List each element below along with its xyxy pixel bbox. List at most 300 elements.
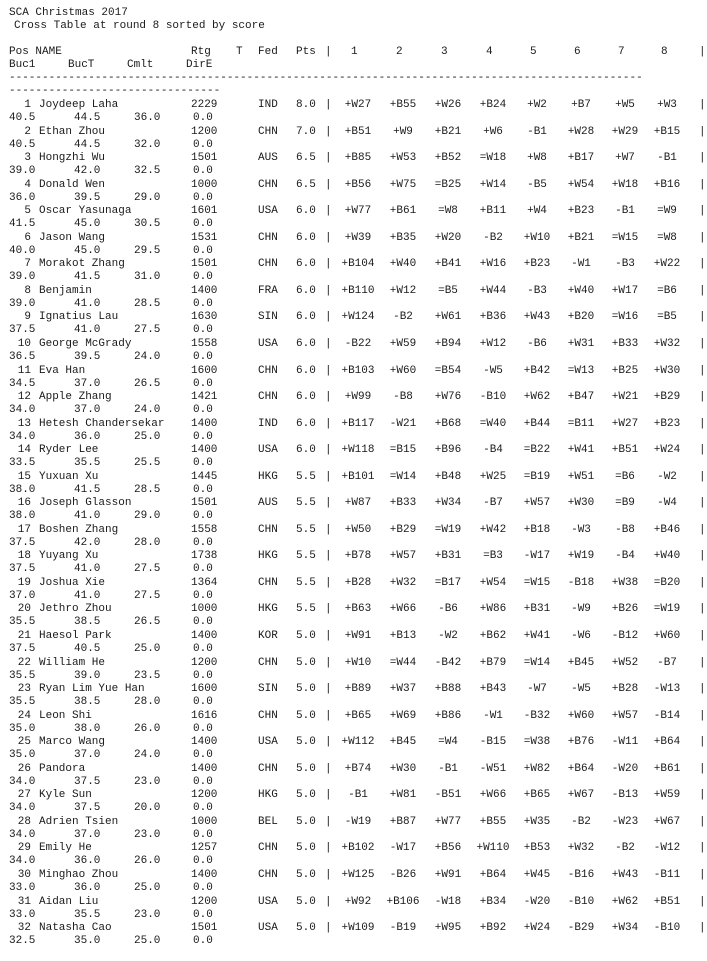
round-result: +B79 — [479, 656, 507, 669]
player-cmlt: 26.0 — [134, 855, 161, 868]
round-result: +B29 — [389, 523, 417, 536]
table-row — [0, 471, 707, 498]
round-result: +W31 — [567, 337, 595, 350]
row-separator: | — [325, 842, 332, 855]
round-result: +B96 — [434, 444, 462, 457]
round-result: +W95 — [434, 922, 462, 935]
round-result: +W4 — [527, 205, 547, 218]
header-round-5: 5 — [530, 46, 537, 58]
round-result: -B11 — [653, 868, 681, 881]
player-rating: 1600 — [191, 683, 218, 696]
header-bar-end: | — [699, 46, 706, 58]
header-bar: | — [325, 46, 332, 58]
player-name: Kyle Sun — [39, 789, 92, 802]
player-buct: 38.0 — [74, 722, 101, 735]
player-rating: 1364 — [191, 576, 218, 589]
round-result: +B64 — [479, 868, 507, 881]
row-separator: | — [325, 284, 332, 297]
row-separator: | — [325, 311, 332, 324]
player-buct: 37.5 — [74, 802, 101, 815]
page-title: SCA Christmas 2017 — [9, 7, 128, 19]
player-buc1: 36.5 — [9, 350, 36, 363]
row-separator: | — [325, 337, 332, 350]
round-result: +B87 — [389, 815, 417, 828]
player-buc1: 37.5 — [9, 643, 36, 655]
player-cmlt: 28.5 — [134, 297, 161, 310]
round-result: =B19 — [523, 470, 551, 483]
page-subtitle: Cross Table at round 8 sorted by score — [14, 20, 265, 32]
row-separator: | — [325, 523, 332, 536]
player-federation: IND — [258, 417, 278, 430]
round-result: +W99 — [344, 391, 372, 404]
round-result: +B13 — [389, 630, 417, 642]
round-result: +W10 — [523, 231, 551, 244]
player-buc1: 34.0 — [9, 802, 36, 815]
player-name: Pandora — [39, 762, 86, 775]
round-result: +W9 — [393, 125, 413, 138]
player-name: Jason Wang — [39, 231, 106, 244]
player-cmlt: 27.5 — [134, 563, 161, 576]
round-result: +W39 — [344, 231, 372, 244]
player-buc1: 38.0 — [9, 483, 36, 496]
round-result: +B36 — [479, 311, 507, 324]
round-result: +W91 — [434, 868, 462, 881]
round-result: +W17 — [611, 284, 639, 297]
player-buc1: 34.0 — [9, 775, 36, 788]
header-round-7: 7 — [618, 46, 625, 58]
round-result: =W14 — [389, 470, 417, 483]
player-points: 8.0 — [296, 99, 316, 111]
header-t: T — [236, 46, 243, 58]
round-result: +W35 — [523, 815, 551, 828]
header-round-8: 8 — [661, 46, 668, 58]
round-result: -B2 — [571, 815, 591, 828]
round-result: +W29 — [611, 125, 639, 138]
round-result: -W21 — [389, 417, 417, 430]
player-buct: 45.0 — [74, 244, 101, 257]
player-rating: 1400 — [191, 417, 218, 430]
player-dire: 0.0 — [193, 696, 213, 709]
player-federation: HKG — [258, 789, 278, 802]
player-rating: 1000 — [191, 603, 218, 616]
player-rating: 1200 — [191, 125, 218, 138]
round-result: -B13 — [611, 789, 639, 802]
header-pos-name: Pos NAME — [9, 46, 62, 58]
player-federation: SIN — [258, 683, 278, 696]
player-dire: 0.0 — [193, 138, 213, 151]
player-dire: 0.0 — [193, 643, 213, 655]
row-separator-end: | — [699, 99, 706, 111]
round-result: +W44 — [479, 284, 507, 297]
round-result: -W11 — [611, 736, 639, 749]
round-result: -B10 — [653, 922, 681, 935]
player-federation: AUS — [258, 497, 278, 510]
table-row — [0, 391, 707, 418]
player-buct: 36.0 — [74, 430, 101, 443]
player-federation: USA — [258, 895, 278, 908]
round-result: -W23 — [611, 815, 639, 828]
table-row — [0, 444, 707, 471]
player-buc1: 34.0 — [9, 430, 36, 443]
player-buct: 36.0 — [74, 881, 101, 894]
player-dire: 0.0 — [193, 112, 213, 124]
round-result: +W18 — [611, 178, 639, 191]
player-dire: 0.0 — [193, 589, 213, 602]
player-points: 5.0 — [296, 842, 316, 855]
round-result: -W20 — [523, 895, 551, 908]
table-row — [0, 789, 707, 816]
row-separator-end: | — [699, 152, 706, 165]
round-result: +W69 — [389, 709, 417, 722]
player-buc1: 37.5 — [9, 536, 36, 549]
player-federation: CHN — [258, 709, 278, 722]
table-row — [0, 710, 707, 737]
row-separator-end: | — [699, 444, 706, 457]
round-result: +W57 — [611, 709, 639, 722]
player-federation: IND — [258, 99, 278, 111]
row-separator: | — [325, 231, 332, 244]
round-result: -W1 — [483, 709, 503, 722]
player-rating: 1558 — [191, 523, 218, 536]
row-separator-end: | — [699, 284, 706, 297]
round-result: -B6 — [527, 337, 547, 350]
player-federation: HKG — [258, 470, 278, 483]
round-result: +W28 — [567, 125, 595, 138]
round-result: -W1 — [571, 258, 591, 271]
table-row — [0, 258, 707, 285]
player-buct: 37.0 — [74, 404, 101, 417]
round-result: +B106 — [386, 895, 420, 908]
row-separator-end: | — [699, 683, 706, 696]
round-result: =B54 — [434, 364, 462, 377]
round-result: -B1 — [657, 152, 677, 165]
row-separator: | — [325, 470, 332, 483]
round-result: +W41 — [567, 444, 595, 457]
round-result: +W12 — [479, 337, 507, 350]
round-result: +B43 — [479, 683, 507, 696]
player-pos: 32 — [17, 922, 31, 935]
player-cmlt: 20.0 — [134, 802, 161, 815]
player-points: 5.5 — [296, 550, 316, 563]
round-result: +B64 — [567, 762, 595, 775]
player-federation: CHN — [258, 576, 278, 589]
player-dire: 0.0 — [193, 749, 213, 762]
round-result: +B31 — [434, 550, 462, 563]
player-rating: 1257 — [191, 842, 218, 855]
player-federation: USA — [258, 922, 278, 935]
player-buc1: 37.5 — [9, 324, 36, 337]
player-rating: 1400 — [191, 284, 218, 297]
table-row — [0, 338, 707, 365]
player-dire: 0.0 — [193, 218, 213, 231]
row-separator-end: | — [699, 178, 706, 191]
row-separator: | — [325, 576, 332, 589]
player-cmlt: 28.5 — [134, 483, 161, 496]
round-result: +B78 — [344, 550, 372, 563]
round-result: +B46 — [653, 523, 681, 536]
player-buct: 37.5 — [74, 775, 101, 788]
player-buc1: 33.0 — [9, 881, 36, 894]
player-buct: 44.5 — [74, 112, 101, 124]
player-rating: 2229 — [191, 99, 218, 111]
round-result: +W76 — [434, 391, 462, 404]
player-dire: 0.0 — [193, 404, 213, 417]
player-buc1: 37.5 — [9, 563, 36, 576]
round-result: +W50 — [344, 523, 372, 536]
player-rating: 1445 — [191, 470, 218, 483]
player-points: 6.0 — [296, 258, 316, 271]
row-separator-end: | — [699, 789, 706, 802]
round-result: =W18 — [479, 152, 507, 165]
round-result: -B32 — [523, 709, 551, 722]
round-result: +B55 — [389, 99, 417, 111]
player-cmlt: 25.0 — [134, 643, 161, 655]
row-separator-end: | — [699, 550, 706, 563]
player-federation: CHN — [258, 178, 278, 191]
player-federation: CHN — [258, 125, 278, 138]
player-name: Yuyang Xu — [39, 550, 99, 563]
round-result: +B51 — [344, 125, 372, 138]
round-result: +B33 — [611, 337, 639, 350]
player-name: Jethro Zhou — [39, 603, 112, 616]
player-buc1: 34.0 — [9, 404, 36, 417]
row-separator-end: | — [699, 656, 706, 669]
round-result: -W2 — [438, 630, 458, 642]
player-dire: 0.0 — [193, 350, 213, 363]
round-result: -W18 — [434, 895, 462, 908]
row-separator-end: | — [699, 709, 706, 722]
player-rating: 1400 — [191, 630, 218, 642]
player-name: Ignatius Lau — [39, 311, 119, 324]
round-result: +B35 — [389, 231, 417, 244]
row-separator-end: | — [699, 576, 706, 589]
round-result: +B20 — [567, 311, 595, 324]
round-result: +W12 — [389, 284, 417, 297]
player-federation: CHN — [258, 231, 278, 244]
player-name: Ryan Lim Yue Han — [39, 683, 145, 696]
player-buct: 37.0 — [74, 749, 101, 762]
player-buc1: 35.0 — [9, 722, 36, 735]
player-points: 5.0 — [296, 789, 316, 802]
round-result: +W54 — [479, 576, 507, 589]
round-result: +W37 — [389, 683, 417, 696]
round-result: +W51 — [567, 470, 595, 483]
round-result: -B26 — [389, 868, 417, 881]
row-separator: | — [325, 497, 332, 510]
round-result: =W15 — [611, 231, 639, 244]
player-buc1: 35.0 — [9, 749, 36, 762]
player-cmlt: 23.5 — [134, 669, 161, 682]
table-row — [0, 205, 707, 232]
player-buct: 36.0 — [74, 855, 101, 868]
player-name: Oscar Yasunaga — [39, 205, 132, 218]
round-result: +B41 — [434, 258, 462, 271]
player-pos: 11 — [17, 364, 31, 377]
row-separator-end: | — [699, 736, 706, 749]
player-dire: 0.0 — [193, 510, 213, 523]
player-points: 5.0 — [296, 815, 316, 828]
table-row — [0, 99, 707, 126]
round-result: -B7 — [657, 656, 677, 669]
player-name: Hongzhi Wu — [39, 152, 106, 165]
player-points: 5.5 — [296, 576, 316, 589]
player-rating: 1501 — [191, 258, 218, 271]
player-federation: CHN — [258, 762, 278, 775]
round-result: +B53 — [523, 842, 551, 855]
row-separator: | — [325, 178, 332, 191]
player-buc1: 41.5 — [9, 218, 36, 231]
player-buct: 41.0 — [74, 510, 101, 523]
player-name: Joydeep Laha — [39, 99, 119, 111]
player-points: 5.0 — [296, 683, 316, 696]
round-result: -B2 — [483, 231, 503, 244]
row-separator: | — [325, 417, 332, 430]
round-result: -B3 — [615, 258, 635, 271]
round-result: +W32 — [567, 842, 595, 855]
player-buct: 42.0 — [74, 165, 101, 178]
round-result: +B61 — [389, 205, 417, 218]
round-result: -B51 — [434, 789, 462, 802]
player-points: 6.0 — [296, 417, 316, 430]
player-cmlt: 31.0 — [134, 271, 161, 284]
round-result: +B101 — [341, 470, 375, 483]
round-result: +B76 — [567, 736, 595, 749]
player-buct: 42.0 — [74, 536, 101, 549]
player-name: Natasha Cao — [39, 922, 112, 935]
table-row — [0, 896, 707, 923]
player-cmlt: 27.5 — [134, 589, 161, 602]
round-result: +W7 — [615, 152, 635, 165]
player-rating: 1400 — [191, 736, 218, 749]
round-result: +W75 — [389, 178, 417, 191]
round-result: =B20 — [653, 576, 681, 589]
player-points: 5.5 — [296, 470, 316, 483]
table-row — [0, 311, 707, 338]
player-buct: 40.5 — [74, 643, 101, 655]
player-dire: 0.0 — [193, 271, 213, 284]
round-result: -B7 — [483, 497, 503, 510]
round-result: +W109 — [341, 922, 375, 935]
round-result: +B16 — [653, 178, 681, 191]
round-result: -B1 — [615, 205, 635, 218]
round-result: -B8 — [393, 391, 413, 404]
player-buc1: 36.0 — [9, 191, 36, 204]
round-result: -B14 — [653, 709, 681, 722]
player-pos: 24 — [17, 709, 31, 722]
round-result: -W4 — [657, 497, 677, 510]
round-result: -B1 — [527, 125, 547, 138]
player-buc1: 34.5 — [9, 377, 36, 390]
round-result: =W8 — [657, 231, 677, 244]
player-name: Joseph Glasson — [39, 497, 132, 510]
round-result: +B61 — [653, 762, 681, 775]
round-result: +B56 — [434, 842, 462, 855]
row-separator-end: | — [699, 603, 706, 616]
player-federation: KOR — [258, 630, 278, 642]
player-name: Marco Wang — [39, 736, 106, 749]
round-result: +W54 — [567, 178, 595, 191]
row-separator-end: | — [699, 205, 706, 218]
round-result: +B55 — [479, 815, 507, 828]
player-name: Yuxuan Xu — [39, 470, 99, 483]
player-points: 7.0 — [296, 125, 316, 138]
row-separator-end: | — [699, 762, 706, 775]
player-name: Eva Han — [39, 364, 86, 377]
player-federation: BEL — [258, 815, 278, 828]
player-name: William He — [39, 656, 106, 669]
table-row — [0, 816, 707, 843]
round-result: +W40 — [653, 550, 681, 563]
round-result: +W66 — [479, 789, 507, 802]
player-buc1: 35.5 — [9, 669, 36, 682]
round-result: +B24 — [479, 99, 507, 111]
round-result: +W30 — [653, 364, 681, 377]
player-pos: 17 — [17, 523, 31, 536]
player-points: 6.5 — [296, 152, 316, 165]
player-buct: 44.5 — [74, 138, 101, 151]
round-result: +B88 — [434, 683, 462, 696]
row-separator-end: | — [699, 337, 706, 350]
round-result: +B110 — [341, 284, 375, 297]
table-row — [0, 763, 707, 790]
player-name: Emily He — [39, 842, 92, 855]
row-separator: | — [325, 99, 332, 111]
round-result: +B28 — [344, 576, 372, 589]
player-buc1: 35.5 — [9, 616, 36, 629]
round-result: +B18 — [523, 523, 551, 536]
player-pos: 21 — [17, 630, 31, 642]
round-result: +W124 — [341, 311, 375, 324]
table-row — [0, 550, 707, 577]
player-buct: 45.0 — [74, 218, 101, 231]
player-pos: 16 — [17, 497, 31, 510]
player-points: 5.0 — [296, 868, 316, 881]
row-separator-end: | — [699, 523, 706, 536]
player-buc1: 40.0 — [9, 244, 36, 257]
player-federation: USA — [258, 736, 278, 749]
player-buc1: 37.0 — [9, 589, 36, 602]
round-result: +W20 — [434, 231, 462, 244]
table-row — [0, 152, 707, 179]
player-rating: 1200 — [191, 656, 218, 669]
table-row — [0, 630, 707, 657]
round-result: -B16 — [567, 868, 595, 881]
table-row — [0, 524, 707, 551]
player-buct: 38.5 — [74, 696, 101, 709]
row-separator-end: | — [699, 391, 706, 404]
round-result: +W57 — [389, 550, 417, 563]
player-name: Leon Shi — [39, 709, 92, 722]
round-result: +B86 — [434, 709, 462, 722]
separator-line: ------------------------------------------------------------------------------------------------ — [9, 72, 643, 84]
player-name: Minghao Zhou — [39, 868, 119, 881]
player-dire: 0.0 — [193, 855, 213, 868]
player-cmlt: 23.0 — [134, 908, 161, 921]
round-result: -B2 — [615, 842, 635, 855]
player-name: Morakot Zhang — [39, 258, 125, 271]
player-dire: 0.0 — [193, 775, 213, 788]
header-buc1: Buc1 — [9, 59, 36, 71]
round-result: -B1 — [438, 762, 458, 775]
player-points: 5.5 — [296, 497, 316, 510]
round-result: +W21 — [611, 391, 639, 404]
row-separator: | — [325, 152, 332, 165]
round-result: -W20 — [611, 762, 639, 775]
player-dire: 0.0 — [193, 297, 213, 310]
row-separator-end: | — [699, 868, 706, 881]
round-result: +B56 — [344, 178, 372, 191]
player-rating: 1400 — [191, 762, 218, 775]
